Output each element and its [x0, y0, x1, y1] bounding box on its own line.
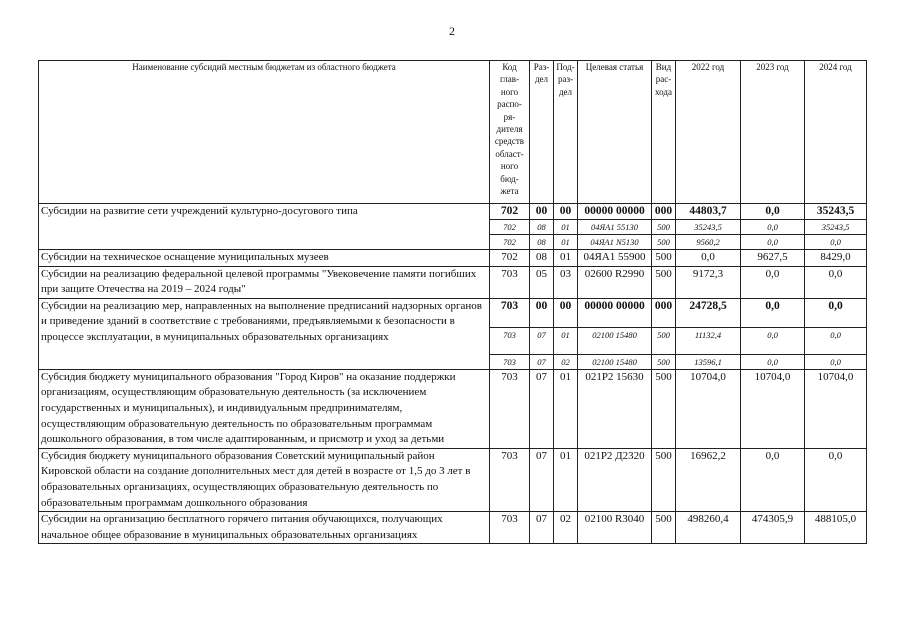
row-name: Субсидии на реализацию федеральной целевой программы "Увековечение памяти погибших при защите Отечества на 2019 – 2024 годы" [39, 266, 490, 298]
cell-kod: 703 [490, 448, 530, 511]
table-row [39, 266, 867, 298]
cell-2023: 0,0 [741, 327, 805, 354]
cell-kod: 702 [490, 220, 530, 235]
cell-razdel: 05 [530, 266, 554, 298]
cell-2023: 0,0 [741, 298, 805, 327]
cell-razdel: 00 [530, 298, 554, 327]
cell-podrazdel: 00 [554, 298, 578, 327]
cell-2022: 35243,5 [676, 220, 741, 235]
cell-kod: 703 [490, 369, 530, 448]
cell-vid: 500 [652, 369, 676, 448]
cell-kod: 702 [490, 204, 530, 220]
cell-2023: 0,0 [741, 204, 805, 220]
table-row [39, 369, 867, 448]
header-podrazdel: Под- раз- дел [554, 61, 578, 204]
cell-razdel: 07 [530, 512, 554, 544]
cell-vid: 500 [652, 448, 676, 511]
cell-kod: 703 [490, 266, 530, 298]
cell-2024: 0,0 [805, 448, 867, 511]
row-name: Субсидии на техническое оснащение муниципальных музеев [39, 250, 490, 267]
header-razdel: Раз- дел [530, 61, 554, 204]
cell-2022: 9560,2 [676, 235, 741, 250]
cell-razdel: 07 [530, 354, 554, 369]
cell-2022: 13596,1 [676, 354, 741, 369]
cell-vid: 000 [652, 298, 676, 327]
cell-kod: 703 [490, 354, 530, 369]
cell-razdel: 07 [530, 327, 554, 354]
table-row [39, 204, 867, 220]
cell-2024: 8429,0 [805, 250, 867, 267]
cell-2022: 44803,7 [676, 204, 741, 220]
cell-statya: 00000 00000 [578, 204, 652, 220]
cell-podrazdel: 01 [554, 327, 578, 354]
subsidies-table [38, 60, 867, 544]
cell-kod: 702 [490, 250, 530, 267]
row-name: Субсидии на организацию бесплатного горячего питания обучающихся, получающих начальное общее образование в муниципальных образовательных организациях [39, 512, 490, 544]
cell-statya: 02100 15480 [578, 327, 652, 354]
table-row [39, 298, 867, 327]
cell-2023: 474305,9 [741, 512, 805, 544]
cell-vid: 500 [652, 235, 676, 250]
cell-statya: 04ЯА1 N5130 [578, 235, 652, 250]
cell-statya: 00000 00000 [578, 298, 652, 327]
cell-podrazdel: 02 [554, 354, 578, 369]
header-statya: Целевая статья [578, 61, 652, 204]
row-name: Субсидия бюджету муниципального образования "Город Киров" на оказание поддержки организациям, осуществляющим образовательную деятельность (за исключением государственных и муниципальных), и индивидуальным предпринимателям, осуществляющим образовательную деятельность по образовательным программам дошкольного образования, в том числе адаптированным, и присмотр и уход за детьми [39, 369, 490, 448]
header-row [39, 61, 867, 204]
table-row [39, 448, 867, 511]
cell-podrazdel: 03 [554, 266, 578, 298]
cell-kod: 703 [490, 298, 530, 327]
cell-vid: 500 [652, 220, 676, 235]
page-number: 2 [449, 24, 455, 38]
cell-2023: 0,0 [741, 354, 805, 369]
cell-vid: 500 [652, 250, 676, 267]
header-name: Наименование субсидий местным бюджетам из областного бюджета [39, 61, 490, 204]
cell-statya: 02600 R2990 [578, 266, 652, 298]
cell-podrazdel: 01 [554, 250, 578, 267]
cell-vid: 000 [652, 204, 676, 220]
cell-kod: 703 [490, 327, 530, 354]
cell-2022: 0,0 [676, 250, 741, 267]
row-name: Субсидия бюджету муниципального образования Советский муниципальный район Кировской области на создание дополнительных мест для детей в возрасте от 1,5 до 3 лет в образовательных организациях, осуществляющих образовательную деятельность по образовательным программам дошкольного образования [39, 448, 490, 511]
cell-2023: 10704,0 [741, 369, 805, 448]
cell-vid: 500 [652, 512, 676, 544]
cell-vid: 500 [652, 327, 676, 354]
table-row [39, 512, 867, 544]
cell-vid: 500 [652, 266, 676, 298]
cell-statya: 021Р2 15630 [578, 369, 652, 448]
cell-2023: 0,0 [741, 220, 805, 235]
cell-statya: 04ЯА1 55130 [578, 220, 652, 235]
cell-razdel: 07 [530, 448, 554, 511]
cell-2024: 0,0 [805, 235, 867, 250]
cell-2024: 488105,0 [805, 512, 867, 544]
cell-podrazdel: 02 [554, 512, 578, 544]
cell-statya: 02100 15480 [578, 354, 652, 369]
cell-kod: 703 [490, 512, 530, 544]
cell-2024: 0,0 [805, 354, 867, 369]
cell-2022: 24728,5 [676, 298, 741, 327]
cell-razdel: 07 [530, 369, 554, 448]
table-row [39, 250, 867, 267]
cell-statya: 02100 R3040 [578, 512, 652, 544]
cell-2024: 35243,5 [805, 220, 867, 235]
cell-statya: 04ЯА1 55900 [578, 250, 652, 267]
cell-2023: 9627,5 [741, 250, 805, 267]
cell-2023: 0,0 [741, 235, 805, 250]
cell-podrazdel: 01 [554, 220, 578, 235]
cell-kod: 702 [490, 235, 530, 250]
header-kod: Код глав- ного распо- ря- дителя средств област- ного бюд- жета [490, 61, 530, 204]
cell-2023: 0,0 [741, 448, 805, 511]
cell-razdel: 08 [530, 220, 554, 235]
cell-razdel: 00 [530, 204, 554, 220]
cell-razdel: 08 [530, 235, 554, 250]
cell-podrazdel: 01 [554, 235, 578, 250]
cell-2022: 10704,0 [676, 369, 741, 448]
cell-podrazdel: 01 [554, 369, 578, 448]
cell-podrazdel: 00 [554, 204, 578, 220]
cell-podrazdel: 01 [554, 448, 578, 511]
row-name: Субсидии на реализацию мер, направленных на выполнение предписаний надзорных органов и приведение зданий в соответствие с требованиями, предъявляемыми к безопасности в процессе эксплуатации, в муниципальных образовательных организациях [39, 298, 490, 369]
cell-2022: 11132,4 [676, 327, 741, 354]
header-2023: 2023 год [741, 61, 805, 204]
cell-2024: 10704,0 [805, 369, 867, 448]
cell-2024: 35243,5 [805, 204, 867, 220]
header-vid: Вид рас- хода [652, 61, 676, 204]
cell-2024: 0,0 [805, 327, 867, 354]
cell-2023: 0,0 [741, 266, 805, 298]
cell-2024: 0,0 [805, 298, 867, 327]
cell-razdel: 08 [530, 250, 554, 267]
cell-2022: 9172,3 [676, 266, 741, 298]
header-2024: 2024 год [805, 61, 867, 204]
cell-2022: 16962,2 [676, 448, 741, 511]
cell-2024: 0,0 [805, 266, 867, 298]
cell-statya: 021Р2 Д2320 [578, 448, 652, 511]
row-name: Субсидии на развитие сети учреждений культурно-досугового типа [39, 204, 490, 250]
header-2022: 2022 год [676, 61, 741, 204]
cell-2022: 498260,4 [676, 512, 741, 544]
cell-vid: 500 [652, 354, 676, 369]
